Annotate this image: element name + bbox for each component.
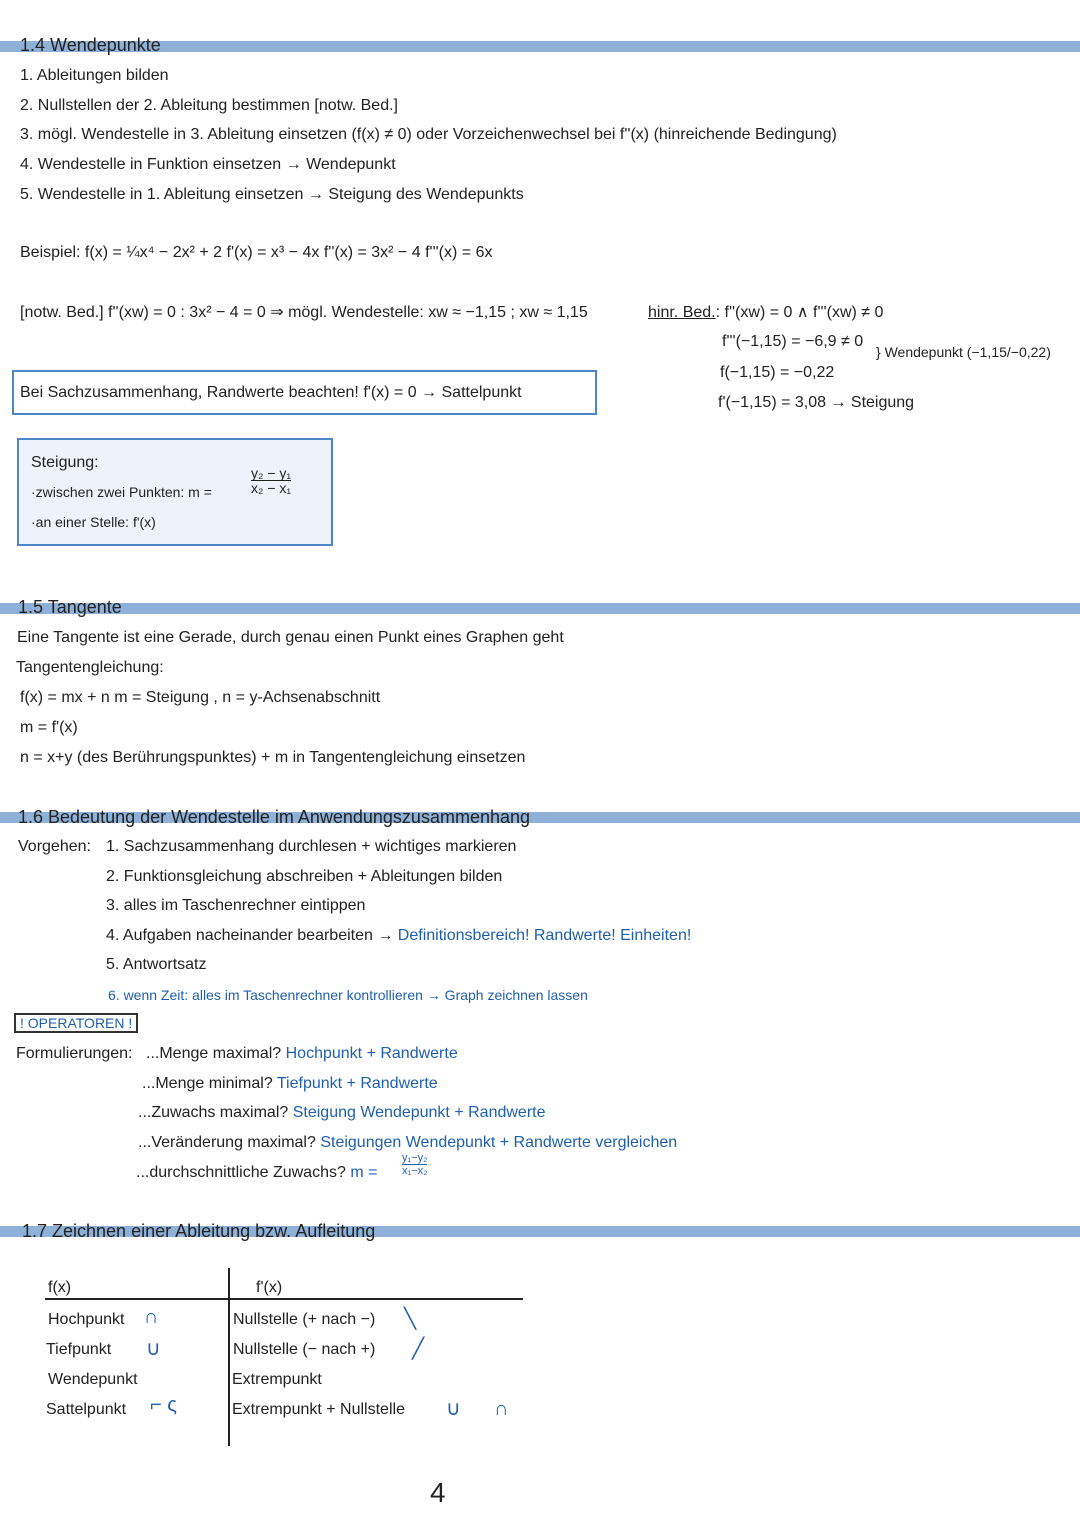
formulierung: [138, 1133, 677, 1153]
question: ...durchschnittliche Zuwachs?: [136, 1164, 346, 1181]
answer: Hochpunkt + Randwerte: [285, 1045, 458, 1062]
formulierung: [146, 1044, 458, 1064]
saddle-curve-icon: ⌐ ς: [150, 1394, 177, 1416]
cell: Extrempunkt + Nullstelle: [232, 1401, 405, 1418]
formulierung: [138, 1103, 545, 1123]
frac-den: x₁−x₂: [402, 1165, 428, 1177]
cell: Nullstelle (+ nach −): [233, 1311, 376, 1328]
cap-icon: ∩: [144, 1306, 159, 1328]
cell: Hochpunkt: [48, 1311, 125, 1328]
step: 2. Funktionsgleichung abschreiben + Ableitungen bilden: [106, 868, 503, 885]
text-line: Eine Tangente ist eine Gerade, durch genau einen Punkt eines Graphen geht: [17, 629, 564, 646]
table-header-line: [45, 1298, 523, 1300]
cell: Nullstelle (− nach +): [233, 1341, 376, 1358]
step: 3. mögl. Wendestelle in 3. Ableitung einsetzen (f(x) ≠ 0) oder Vorzeichenwechsel bei f''(x) (hinreichende Bedingung): [20, 126, 837, 143]
hinr-line: f(−1,15) = −0,22: [720, 364, 835, 381]
hinr-line: f'(−1,15) = 3,08 → Steigung: [718, 394, 915, 411]
hint-text: Bei Sachzusammenhang, Randwerte beachten! f'(x) = 0 → Sattelpunkt: [20, 384, 522, 401]
section-title-1-7: 1.7 Zeichnen einer Ableitung bzw. Aufleitung: [22, 1221, 376, 1241]
step: 5. Antwortsatz: [106, 956, 207, 973]
answer: Steigungen Wendepunkt + Randwerte vergleichen: [320, 1134, 678, 1151]
frac-num: y₁−y₂: [402, 1152, 428, 1164]
hinr-label: hinr. Bed.: [648, 304, 716, 321]
question: ...Veränderung maximal?: [138, 1134, 316, 1151]
answer: Steigung Wendepunkt + Randwerte: [292, 1104, 546, 1121]
page-number: 4: [430, 1477, 446, 1508]
answer: Tiefpunkt + Randwerte: [276, 1075, 438, 1092]
section-bar: [0, 41, 1080, 52]
hinr-line: f'''(−1,15) = −6,9 ≠ 0: [722, 333, 864, 350]
hinr-bed: [648, 303, 883, 323]
cup-icon: ∪: [146, 1338, 161, 1360]
formulierung: [142, 1074, 438, 1094]
steigung-title: Steigung:: [31, 454, 99, 471]
step: [106, 926, 691, 946]
col-header: f(x): [48, 1279, 72, 1296]
formulierungen-label: Formulierungen:: [16, 1045, 133, 1062]
step: 1. Ableitungen bilden: [20, 67, 169, 84]
frac-den: x₂ − x₁: [251, 480, 292, 496]
step: 3. alles im Taschenrechner eintippen: [106, 897, 366, 914]
steigung-fraction: [251, 466, 291, 495]
fraction: [402, 1152, 427, 1177]
step: 1. Sachzusammenhang durchlesen + wichtiges markieren: [106, 838, 517, 855]
steigung-line: ·an einer Stelle: f'(x): [31, 514, 156, 530]
text-line: n = x+y (des Berührungspunktes) + m in Tangentengleichung einsetzen: [20, 749, 526, 766]
step: 2. Nullstellen der 2. Ableitung bestimmen [notw. Bed.]: [20, 97, 398, 114]
notw-bed: [notw. Bed.] f''(xw) = 0 : 3x² − 4 = 0 ⇒ mögl. Wendestelle: xw ≈ −1,15 ; xw ≈ 1,15: [20, 304, 588, 321]
falling-line-icon: ╲: [404, 1308, 417, 1330]
frac-num: y₂ − y₁: [251, 465, 292, 481]
rising-line-icon: ╱: [412, 1338, 425, 1360]
section-bar: [0, 603, 1080, 614]
wendepunkt-result: } Wendepunkt (−1,15/−0,22): [876, 344, 1051, 360]
cell: Extrempunkt: [232, 1371, 322, 1388]
section-title-1-4: 1.4 Wendepunkte: [20, 35, 161, 55]
answer: m =: [350, 1164, 378, 1181]
section-title-1-5: 1.5 Tangente: [18, 597, 122, 617]
question: ...Zuwachs maximal?: [138, 1104, 289, 1121]
col-header: f'(x): [256, 1279, 283, 1296]
step: 5. Wendestelle in 1. Ableitung einsetzen → Steigung des Wendepunkts: [20, 186, 524, 203]
step-text: 4. Aufgaben nacheinander bearbeiten →: [106, 927, 394, 944]
cell: Tiefpunkt: [46, 1341, 112, 1358]
example: Beispiel: f(x) = ¼x⁴ − 2x² + 2 f'(x) = x³ − 4x f''(x) = 3x² − 4 f'''(x) = 6x: [20, 244, 493, 261]
steigung-line: ·zwischen zwei Punkten: m =: [31, 484, 212, 500]
extremum-sketch-icon: ∪ ∩: [446, 1398, 523, 1420]
text-line: Tangentengleichung:: [16, 659, 164, 676]
vorgehen-label: Vorgehen:: [18, 838, 91, 855]
question: ...Menge minimal?: [142, 1075, 273, 1092]
step: 6. wenn Zeit: alles im Taschenrechner kontrollieren → Graph zeichnen lassen: [108, 987, 588, 1003]
text-line: f(x) = mx + n m = Steigung , n = y-Achsenabschnitt: [20, 689, 381, 706]
cell: Wendepunkt: [48, 1371, 138, 1388]
question: ...Menge maximal?: [146, 1045, 282, 1062]
table-divider: [228, 1268, 230, 1446]
text-line: m = f'(x): [20, 719, 78, 736]
cell: Sattelpunkt: [46, 1401, 127, 1418]
steigung-box: [17, 438, 333, 546]
hint-box: [12, 370, 597, 415]
operatoren-label: ! OPERATOREN !: [14, 1013, 138, 1033]
step-highlight: Definitionsbereich! Randwerte! Einheiten!: [397, 927, 692, 944]
step: 4. Wendestelle in Funktion einsetzen → Wendepunkt: [20, 156, 396, 173]
hinr-cond: : f''(xw) = 0 ∧ f'''(xw) ≠ 0: [715, 304, 884, 321]
section-title-1-6: 1.6 Bedeutung der Wendestelle im Anwendungszusammenhang: [18, 807, 531, 827]
formulierung: [136, 1163, 377, 1183]
